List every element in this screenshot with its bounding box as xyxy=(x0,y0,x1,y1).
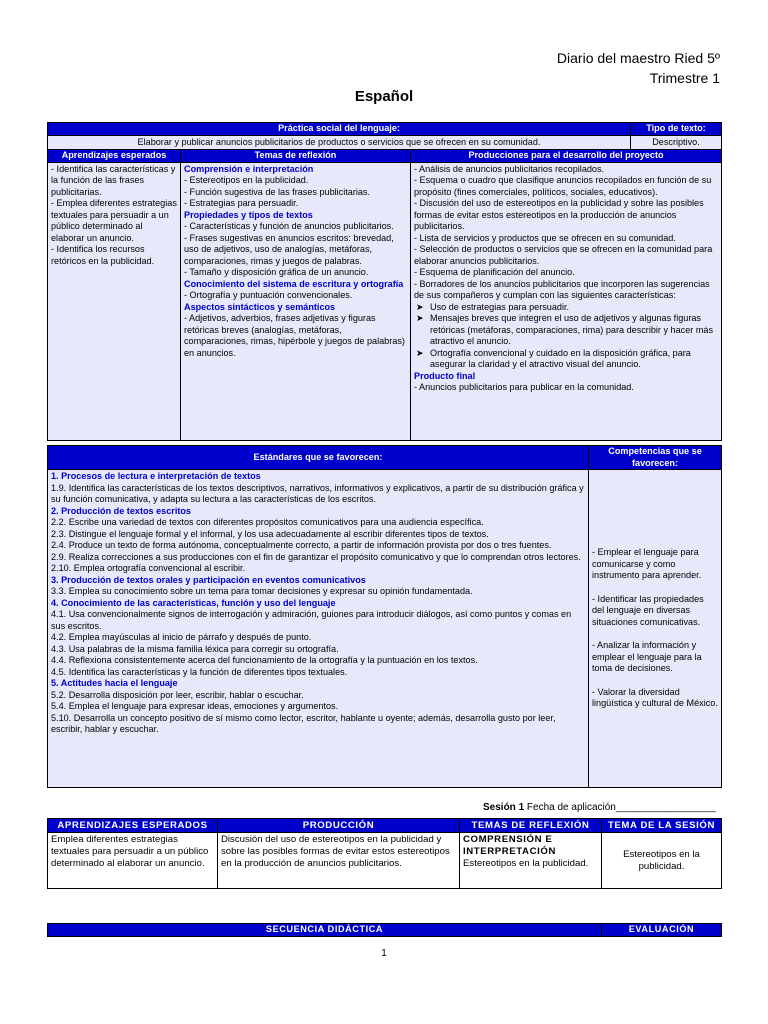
aprendizaje-item: - Identifica las características y la función de las frases publicitarias. xyxy=(51,163,176,197)
col-header-aprendizajes: Aprendizajes esperados xyxy=(48,150,181,163)
temas-heading: Aspectos sintácticos y semánticos xyxy=(184,301,336,312)
estandar-item: 2.4. Produce un texto de forma autónoma, conceptualmente correcto, a partir de información provista por dos o tres fuentes. xyxy=(51,540,552,550)
estandar-item: 4.5. Identifica las características y la función de diferentes tipos textuales. xyxy=(51,666,348,677)
produccion-item: - Análisis de anuncios publicitarios recopilados. xyxy=(414,163,605,174)
header-line-teacher: Diario del maestro Ried 5º xyxy=(556,50,720,66)
session-tema-text: Estereotipos en la publicidad. xyxy=(463,858,589,869)
page-number: 1 xyxy=(381,948,387,959)
produccion-item: - Lista de servicios y productos que se ofrecen en su comunidad. xyxy=(414,232,676,243)
session-header-produccion: PRODUCCIÓN xyxy=(218,819,460,833)
session-produccion: Discusión del uso de estereotipos en la publicidad y sobre las posibles formas de evitar estos estereotipos en la producción de anuncios publicitarios. xyxy=(218,833,460,889)
session-label: Sesión 1 xyxy=(483,802,525,813)
col-header-temas: Temas de reflexión xyxy=(181,150,411,163)
estandar-item: 2.2. Escribe una variedad de textos con diferentes propósitos comunicativos para una audiencia específica. xyxy=(51,517,484,527)
temas-cell xyxy=(181,162,411,440)
session-header-aprendizajes: APRENDIZAJES ESPERADOS xyxy=(48,819,218,833)
estandar-heading: 1. Procesos de lectura e interpretación de textos xyxy=(51,471,261,481)
estandar-item: 4.2. Emplea mayúsculas al inicio de párrafo y después de punto. xyxy=(51,632,312,642)
producto-final-heading: Producto final xyxy=(414,370,476,381)
session-header-temas: TEMAS DE REFLEXIÓN xyxy=(460,819,602,833)
document-header xyxy=(557,48,720,88)
session-aprendizaje: Emplea diferentes estrategias textuales para persuadir a un público determinado al elaborar un anuncio. xyxy=(48,833,218,889)
estandar-item: 5.2. Desarrolla disposición por leer, escribir, hablar o escuchar. xyxy=(51,689,304,700)
temas-heading: Propiedades y tipos de textos xyxy=(184,209,313,220)
produccion-bullet: ➤ Mensajes breves que integren el uso de adjetivos y algunas figuras retóricas (metáforas, comparaciones, rima) para describir y hacer más atractivo el anuncio. xyxy=(414,313,718,348)
subject-title: Español xyxy=(354,88,414,105)
temas-item: - Función sugestiva de las frases publicitarias. xyxy=(184,186,371,197)
competencia-item: - Analizar la información y emplear el lenguaje para la toma de decisiones. xyxy=(592,640,702,674)
temas-item: - Ortografía y puntuación convencionales. xyxy=(184,290,353,300)
estandar-item: 2.10. Emplea ortografía convencional al escribir. xyxy=(51,563,246,573)
practica-label: Práctica social del lenguaje: xyxy=(48,123,631,136)
temas-heading: Comprensión e interpretación xyxy=(184,163,314,174)
competencia-item: - Valorar la diversidad lingüística y cultural de México. xyxy=(592,686,718,709)
session-temas-cell xyxy=(460,833,602,889)
temas-item: - Tamaño y disposición gráfica de un anuncio. xyxy=(184,267,369,277)
produccion-item: - Esquema de planificación del anuncio. xyxy=(414,267,575,277)
estandares-table xyxy=(47,445,722,788)
session-tema-heading: COMPRENSIÓN E INTERPRETACIÓN xyxy=(463,834,556,857)
estandares-label: Estándares que se favorecen: xyxy=(48,446,589,470)
estandar-item: 4.1. Usa convencionalmente signos de interrogación y admiración, guiones para introducir diálogos, así como puntos y comas en sus escritos. xyxy=(51,609,572,631)
produccion-item: - Esquema o cuadro que clasifique anuncios recopilados en función de su propósito (fines comerciales, políticos, sociales, educativos). xyxy=(414,175,712,197)
tipo-texto-label: Tipo de texto: xyxy=(631,123,722,136)
aprendizajes-cell xyxy=(48,162,181,440)
evaluacion-header: EVALUACIÓN xyxy=(602,924,722,937)
session-tema-sesion: Estereotipos en la publicidad. xyxy=(602,833,722,889)
secuencia-table xyxy=(47,923,722,937)
estandar-heading: 3. Producción de textos orales y participación en eventos comunicativos xyxy=(51,574,366,585)
estandar-item: 4.3. Usa palabras de la misma familia léxica para corregir su ortografía. xyxy=(51,643,339,654)
competencia-item: - Identificar las propiedades del lenguaje en diversas situaciones comunicativas. xyxy=(592,593,704,627)
estandar-item: 2.9. Realiza correcciones a sus producciones con el fin de garantizar el propósito comunicativo y que lo comprendan otros lectores. xyxy=(51,551,581,562)
producciones-cell xyxy=(411,162,722,440)
estandar-item: 5.10. Desarrolla un concepto positivo de sí mismo como lector, escritor, hablante u oyente; además, desarrolla gusto por leer, escribir, hablar y escuchar. xyxy=(51,712,556,734)
fecha-aplicacion: Fecha de aplicación__________________ xyxy=(526,802,716,813)
planning-table xyxy=(47,122,722,441)
aprendizaje-item: - Emplea diferentes estrategias textuales para persuadir a un público determinado al elaborar un anuncio. xyxy=(51,198,177,243)
session-table xyxy=(47,818,722,889)
estandar-heading: 5. Actitudes hacia el lenguaje xyxy=(51,678,178,688)
produccion-bullet: ➤ Ortografía convencional y cuidado en la disposición gráfica, para asegurar la claridad y el atractivo visual del anuncio. xyxy=(414,348,718,371)
estandar-heading: 4. Conocimiento de las características, función y uso del lenguaje xyxy=(51,597,336,608)
temas-item: - Características y función de anuncios publicitarios. xyxy=(184,221,394,231)
estandar-heading: 2. Producción de textos escritos xyxy=(51,505,191,516)
estandar-item: 1.9. Identifica las características de los textos descriptivos, narrativos, informativos y explicativos, a partir de su distribución gráfica y su función comunicativa, y adapta su lectura a las características de los escritos. xyxy=(51,482,584,504)
produccion-bullet: ➤ Uso de estrategias para persuadir. xyxy=(414,302,718,314)
competencias-cell xyxy=(589,470,722,788)
competencia-item: - Emplear el lenguaje para comunicarse y como instrumento para aprender. xyxy=(592,547,702,581)
secuencia-didactica-header: SECUENCIA DIDÁCTICA xyxy=(48,924,602,937)
session-header-tema-sesion: TEMA DE LA SESIÓN xyxy=(602,819,722,833)
estandar-item: 3.3. Emplea su conocimiento sobre un tema para tomar decisiones y expresar su opinión fundamentada. xyxy=(51,586,473,596)
tipo-texto-value: Descriptivo. xyxy=(631,135,722,150)
produccion-item: - Discusión del uso de estereotipos en la publicidad y sobre las posibles formas de evitar estos estereotipos en la producción de anuncios publicitarios. xyxy=(414,198,704,231)
estandares-cell xyxy=(48,470,589,788)
temas-item: - Frases sugestivas en anuncios escritos: brevedad, uso de adjetivos, uso de analogías, metáforas, comparaciones, rimas y juegos de palabras. xyxy=(184,232,394,266)
col-header-producciones: Producciones para el desarrollo del proyecto xyxy=(411,150,722,163)
session-line xyxy=(483,802,716,813)
estandar-item: 4.4. Reflexiona consistentemente acerca del funcionamiento de la ortografía y la puntuación en los textos. xyxy=(51,655,478,665)
header-line-trimester: Trimestre 1 xyxy=(649,70,720,86)
temas-item: - Adjetivos, adverbios, frases adjetivas y figuras retóricas breves (analogías, metáforas, comparaciones, rimas, hipérbole y juegos de palabras) en anuncios. xyxy=(184,313,405,358)
producto-final-text: - Anuncios publicitarios para publicar en la comunidad. xyxy=(414,382,634,392)
produccion-item: - Borradores de los anuncios publicitarios que incorporen las sugerencias de sus compañeros y cumplan con las siguientes características: xyxy=(414,278,710,300)
competencias-label: Competencias que se favorecen: xyxy=(589,446,722,470)
temas-heading: Conocimiento del sistema de escritura y ortografía xyxy=(184,278,404,289)
temas-item: - Estereotipos en la publicidad. xyxy=(184,175,309,185)
estandar-item: 2.3. Distingue el lenguaje formal y el informal, y los usa adecuadamente al escribir diferentes tipos de textos. xyxy=(51,528,489,539)
temas-item: - Estrategias para persuadir. xyxy=(184,198,299,208)
aprendizaje-item: - Identifica los recursos retóricos en la publicidad. xyxy=(51,244,155,266)
produccion-item: - Selección de productos o servicios que se ofrecen en la comunidad para elaborar anuncios publicitarios. xyxy=(414,244,713,266)
practica-text: Elaborar y publicar anuncios publicitarios de productos o servicios que se ofrecen en su comunidad. xyxy=(48,135,631,150)
estandar-item: 5.4. Emplea el lenguaje para expresar ideas, emociones y argumentos. xyxy=(51,701,339,711)
